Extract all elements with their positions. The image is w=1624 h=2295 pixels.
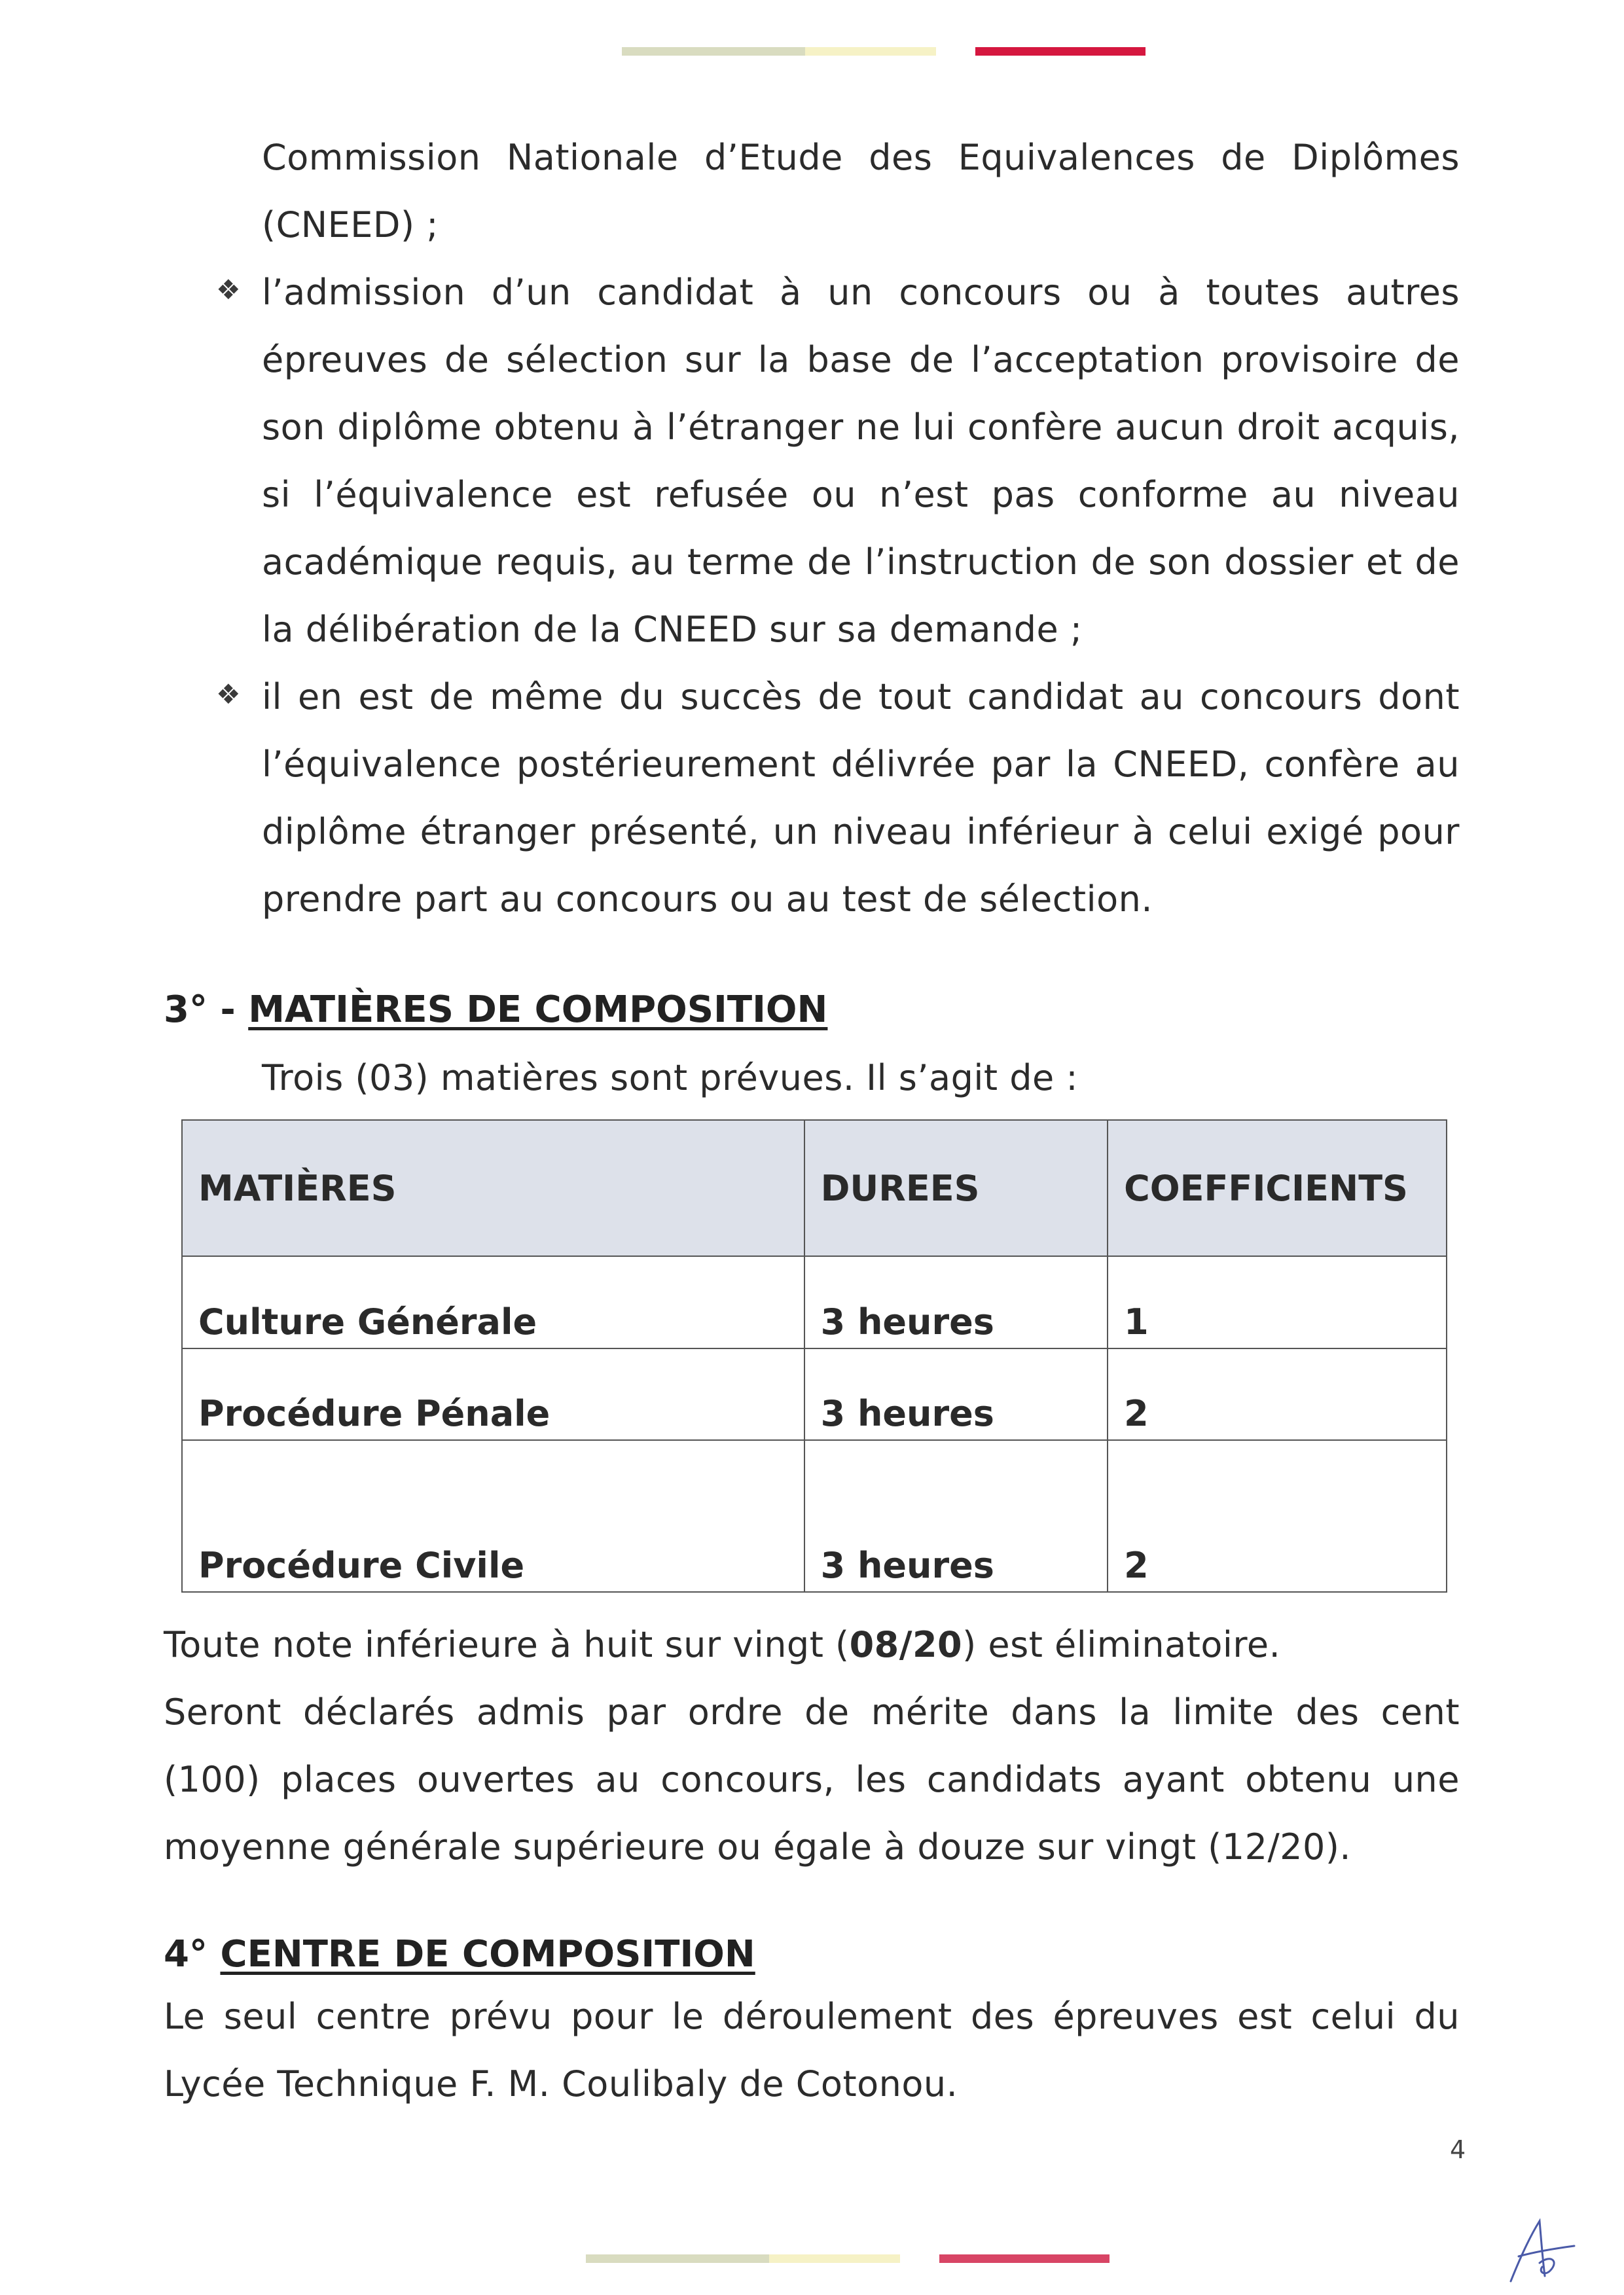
section-4-title: CENTRE DE COMPOSITION bbox=[220, 1933, 755, 1976]
eliminatory-note-end: ) est éliminatoire. bbox=[962, 1624, 1281, 1665]
section-4-line-2: Lycée Technique F. M. Coulibaly de Cotonou. bbox=[164, 2063, 958, 2105]
table-cell: 3 heures bbox=[804, 1440, 1108, 1592]
admission-line-3: moyenne générale supérieure ou égale à douze sur vingt (12/20). bbox=[164, 1826, 1352, 1868]
bullet1-line-3: son diplôme obtenu à l’étranger ne lui confère aucun droit acquis, bbox=[262, 407, 1460, 448]
section-3-title: MATIÈRES DE COMPOSITION bbox=[248, 988, 828, 1031]
admission-line-2: (100) places ouvertes au concours, les candidats ayant obtenu une bbox=[164, 1759, 1460, 1800]
table-row bbox=[182, 1256, 1447, 1348]
section-3-number: 3° - bbox=[164, 988, 249, 1031]
bullet1-line-4: si l’équivalence est refusée ou n’est pas conforme au niveau bbox=[262, 474, 1460, 515]
section-4-number: 4° bbox=[164, 1933, 221, 1976]
flag-green-stripe bbox=[622, 47, 805, 56]
bullet2-line-1: il en est de même du succès de tout candidat au concours dont bbox=[262, 676, 1460, 717]
section-4-heading bbox=[164, 1933, 755, 1976]
bullet2-line-3: diplôme étranger présenté, un niveau inférieur à celui exigé pour bbox=[262, 811, 1460, 852]
flag-yellow-stripe bbox=[805, 47, 936, 56]
bullet2-line-2: l’équivalence postérieurement délivrée par la CNEED, confère au bbox=[262, 744, 1460, 785]
bullet1-line-6: la délibération de la CNEED sur sa demande ; bbox=[262, 609, 1083, 650]
table-cell: Procédure Pénale bbox=[182, 1348, 804, 1440]
flag-green-stripe bbox=[586, 2254, 769, 2263]
eliminatory-note-start: Toute note inférieure à huit sur vingt ( bbox=[164, 1624, 850, 1665]
admission-line-1: Seront déclarés admis par ordre de mérite dans la limite des cent bbox=[164, 1691, 1460, 1733]
section-3-intro: Trois (03) matières sont prévues. Il s’agit de : bbox=[262, 1057, 1079, 1098]
flag-red-stripe bbox=[939, 2254, 1110, 2263]
table-row bbox=[182, 1440, 1447, 1592]
page-number: 4 bbox=[1450, 2135, 1466, 2164]
table-cell: 2 bbox=[1108, 1440, 1447, 1592]
flag-yellow-stripe bbox=[769, 2254, 900, 2263]
handwritten-initials-icon bbox=[1499, 2216, 1584, 2288]
table-cell: 1 bbox=[1108, 1256, 1447, 1348]
bullet1-line-1: l’admission d’un candidat à un concours ou à toutes autres bbox=[262, 272, 1460, 313]
eliminatory-note bbox=[164, 1611, 1280, 1678]
table-row bbox=[182, 1348, 1447, 1440]
flag-red-stripe bbox=[975, 47, 1146, 56]
bullet1-line-2: épreuves de sélection sur la base de l’acceptation provisoire de bbox=[262, 339, 1460, 380]
table-header-cell: DUREES bbox=[804, 1120, 1108, 1256]
section-3-heading bbox=[164, 988, 827, 1031]
cneed-line-2: (CNEED) ; bbox=[262, 204, 439, 245]
bullet1-line-5: académique requis, au terme de l’instruction de son dossier et de bbox=[262, 541, 1460, 583]
bullet2-line-4: prendre part au concours ou au test de sélection. bbox=[262, 878, 1153, 920]
bottom-flag-band bbox=[586, 2254, 1110, 2263]
bullet-diamond-icon: ❖ bbox=[216, 678, 241, 710]
subjects-table bbox=[181, 1119, 1447, 1593]
table-cell: 2 bbox=[1108, 1348, 1447, 1440]
table-cell: 3 heures bbox=[804, 1348, 1108, 1440]
bullet-diamond-icon: ❖ bbox=[216, 274, 241, 306]
table-cell: Procédure Civile bbox=[182, 1440, 804, 1592]
table-header-cell: MATIÈRES bbox=[182, 1120, 804, 1256]
table-cell: Culture Générale bbox=[182, 1256, 804, 1348]
section-4-line-1: Le seul centre prévu pour le déroulement des épreuves est celui du bbox=[164, 1996, 1460, 2037]
top-flag-band bbox=[622, 47, 1146, 56]
table-cell: 3 heures bbox=[804, 1256, 1108, 1348]
table-header-row bbox=[182, 1120, 1447, 1256]
table-header-cell: COEFFICIENTS bbox=[1108, 1120, 1447, 1256]
cneed-line-1: Commission Nationale d’Etude des Equivalences de Diplômes bbox=[262, 137, 1460, 178]
eliminatory-threshold: 08/20 bbox=[849, 1624, 963, 1665]
